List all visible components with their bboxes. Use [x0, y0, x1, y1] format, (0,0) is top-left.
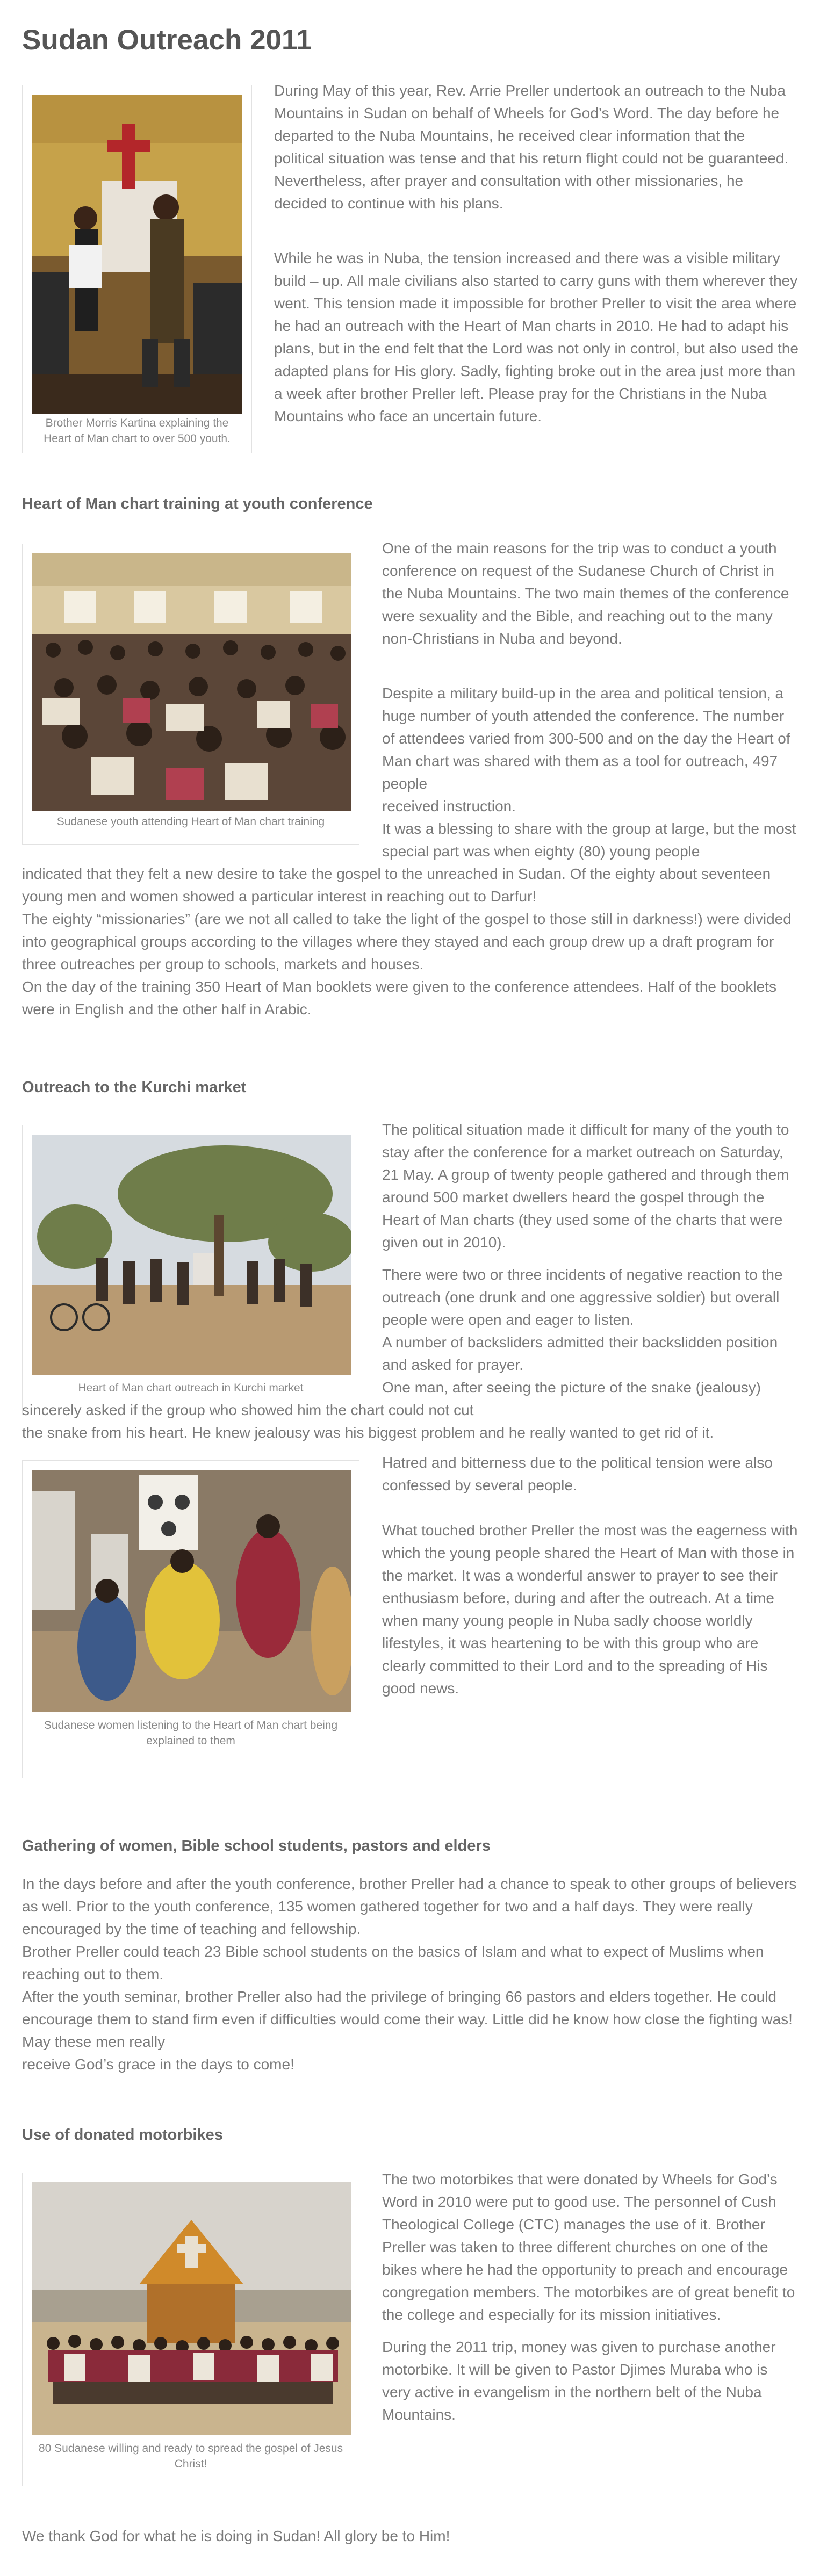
figure-group-photo — [22, 2173, 359, 2486]
youth-paragraph-2: Despite a military build-up in the area and political tension, a huge number of youth attended the conference. The number of attendees varied from 300-500 and on the day the Heart of Man chart was shared with them as a tool for outreach, 497 people — [382, 685, 790, 792]
heading-kurchi-market: Outreach to the Kurchi market — [22, 1079, 247, 1096]
gathering-paragraph-4: receive God’s grace in the days to come! — [22, 2056, 294, 2073]
heading-gathering: Gathering of women, Bible school students, pastors and elders — [22, 1837, 491, 1855]
photo-group — [32, 2182, 351, 2435]
figure-sudanese-women — [22, 1460, 359, 1778]
kurchi-paragraph-4c: the snake from his heart. He knew jealousy was his biggest problem and he really wanted to get rid of it. — [22, 1424, 714, 1441]
page-title: Sudan Outreach 2011 — [22, 24, 312, 56]
kurchi-paragraph-1: The political situation made it difficult for many of the youth to stay after the conference for a market outreach on Saturday, 21 May. A group of twenty people gathered and through them around 500 market dwellers heard the gospel through the Heart of Man charts (they used some of the charts that were given out in 2010). — [382, 1121, 789, 1251]
caption-group-photo: 80 Sudanese willing and ready to spread the gospel of Jesus Christ! — [38, 2442, 343, 2470]
heading-youth-conference: Heart of Man chart training at youth conference — [22, 495, 373, 513]
photo-youth — [32, 553, 351, 811]
gathering-paragraph-2: Brother Preller could teach 23 Bible school students on the basics of Islam and what to expect of Muslims when reaching out to them. — [22, 1943, 764, 1982]
motorbikes-paragraph-2: During the 2011 trip, money was given to purchase another motorbike. It will be given to Pastor Djimes Muraba who is very active in evangelism in the northern belt of the Nuba Mountains. — [382, 2339, 776, 2423]
caption-preacher: Brother Morris Kartina explaining the Heart of Man chart to over 500 youth. — [44, 417, 231, 445]
caption-kurchi-market: Heart of Man chart outreach in Kurchi market — [78, 1382, 304, 1394]
kurchi-paragraph-6: What touched brother Preller the most was the eagerness with which the young people shared the Heart of Man with those in the market. It was a wonderful answer to prayer to see their enthusiasm before, during and after the outreach. At a time when many young people in Nuba sadly choose worldly lifestyles, it was heartening to be with this group who are clearly committed to their Lord and to the spreading of His good news. — [382, 1522, 798, 1697]
photo-kurchi-market — [32, 1135, 351, 1375]
youth-paragraph-5: The eighty “missionaries” (are we not all called to take the light of the gospel to those still in darkness!) were divided into geographical groups according to the villages where they stayed and each group drew up a draft program for three outreaches per group to schools, markets and houses. — [22, 911, 792, 972]
photo-sudanese-women — [32, 1470, 351, 1712]
intro-paragraph-2: While he was in Nuba, the tension increased and there was a visible military build – up. All male civilians also started to carry guns with them wherever they went. This tension made it impossible for brother Preller to visit the area where he had an outreach with the Heart of Man charts in 2010. He had to adapt his plans, but in the end felt that the Lord was not only in control, but also used the adapted plans for His glory. Sadly, fighting broke out in the area just more than a week after brother Preller left. Please pray for the Christians in the Nuba Mountains who face an uncertain future. — [274, 250, 799, 424]
youth-paragraph-4b: indicated that they felt a new desire to take the gospel to the unreached in Sudan. Of the eighty about seventeen young men and women showed a particular interest in reaching out to Darfur! — [22, 865, 771, 905]
gathering-paragraph-1: In the days before and after the youth conference, brother Preller had a chance to speak to other groups of believers as well. Prior to the youth conference, 135 women gathered together for two and a half days. They were really encouraged by the time of teaching and fellowship. — [22, 1875, 797, 1937]
youth-paragraph-4a: It was a blessing to share with the group at large, but the most special part was when eighty (80) young people — [382, 820, 796, 860]
closing-line: We thank God for what he is doing in Sudan! All glory be to Him! — [22, 2528, 450, 2544]
gathering-paragraph-3: After the youth seminar, brother Preller also had the privilege of bringing 66 pastors and elders together. He could encourage them to stand firm even if difficulties would come their way. Little did he know how close the fighting was! May these men really — [22, 1988, 793, 2050]
caption-youth: Sudanese youth attending Heart of Man chart training — [56, 816, 325, 828]
kurchi-paragraph-4a: One man, after seeing the picture of the snake (jealousy) — [382, 1379, 761, 1396]
kurchi-paragraph-2: There were two or three incidents of negative reaction to the outreach (one drunk and one aggressive soldier) but overall people were open and eager to listen. — [382, 1266, 783, 1328]
motorbikes-paragraph-1: The two motorbikes that were donated by Wheels for God’s Word in 2010 were put to good use. The personnel of Cush Theological College (CTC) manages the use of it. Brother Preller was taken to three different churches on one of the bikes where he had the opportunity to preach and encourage congregation members. The motorbikes are of great benefit to the college and especially for its mission initiatives. — [382, 2171, 795, 2323]
figure-kurchi-market — [22, 1125, 359, 1415]
youth-paragraph-6: On the day of the training 350 Heart of Man booklets were given to the conference attendees. Half of the booklets were in English and the other half in Arabic. — [22, 978, 776, 1018]
kurchi-paragraph-5: Hatred and bitterness due to the political tension were also confessed by several people. — [382, 1454, 773, 1493]
caption-sudanese-women: Sudanese women listening to the Heart of Man chart being explained to them — [44, 1719, 338, 1747]
figure-preacher — [22, 85, 252, 453]
youth-paragraph-3: received instruction. — [382, 798, 516, 814]
heading-motorbikes: Use of donated motorbikes — [22, 2126, 223, 2144]
photo-preacher — [32, 95, 242, 414]
intro-paragraph-1: During May of this year, Rev. Arrie Preller undertook an outreach to the Nuba Mountains in Sudan on behalf of Wheels for God’s Word. The day before he departed to the Nuba Mountains, he received clear information that the political situation was tense and that his return flight could not be guaranteed. Nevertheless, after prayer and consultation with other missionaries, he decided to continue with his plans. — [274, 82, 789, 212]
figure-youth — [22, 544, 359, 845]
kurchi-paragraph-4b: sincerely asked if the group who showed him the chart could not cut — [22, 1402, 474, 1418]
youth-paragraph-1: One of the main reasons for the trip was to conduct a youth conference on request of the Sudanese Church of Christ in the Nuba Mountains. The two main themes of the conference were sexuality and the Bible, and reaching out to the many non-Christians in Nuba and beyond. — [382, 540, 789, 647]
kurchi-paragraph-3: A number of backsliders admitted their backslidden position and asked for prayer. — [382, 1334, 778, 1373]
